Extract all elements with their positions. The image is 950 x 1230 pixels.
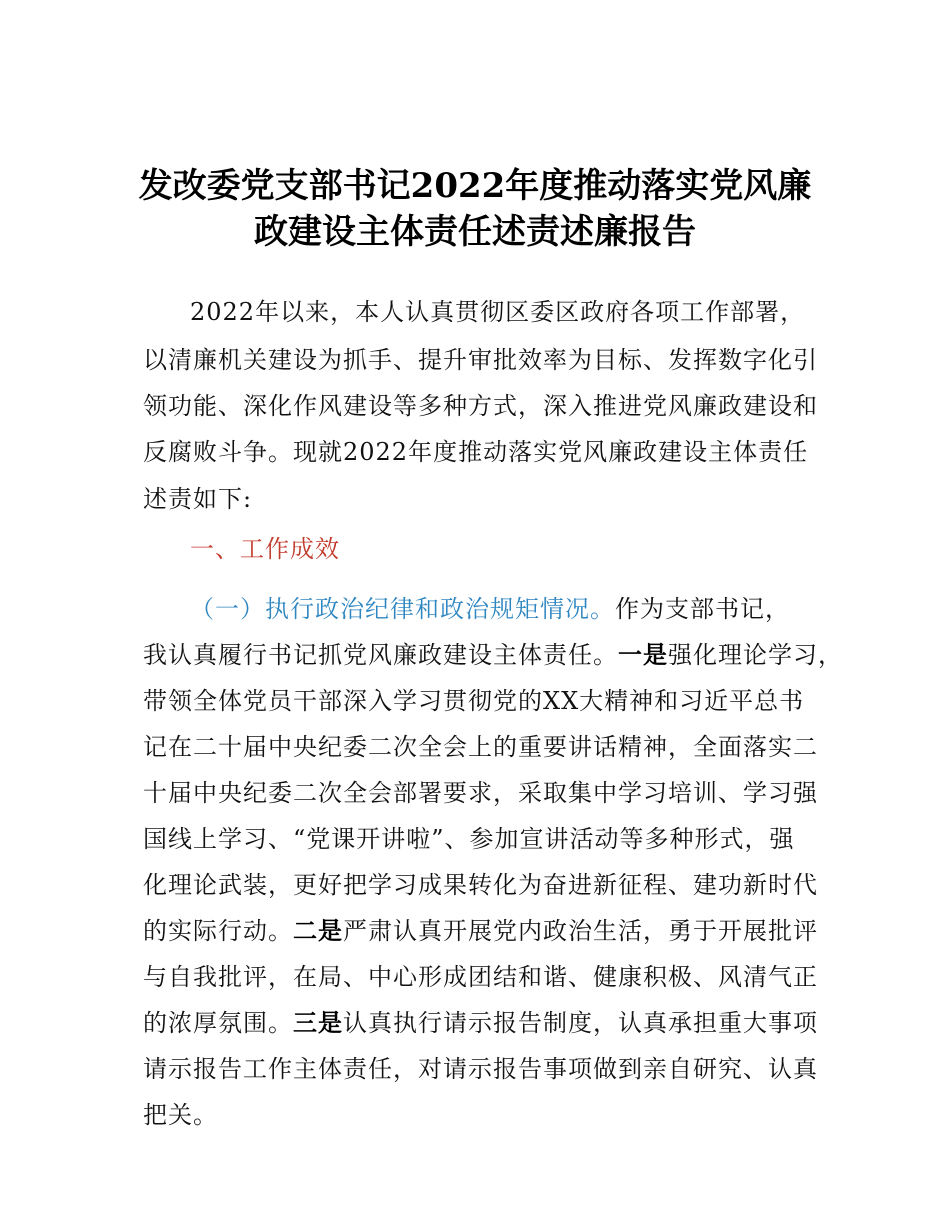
paragraph-text: 的浓厚氛围。 — [143, 1009, 293, 1037]
paragraph-line-4: 记在二十届中央纪委二次全会上的重要讲话精神，全面落实二 — [143, 733, 818, 761]
section-heading-work-results: 一、工作成效 — [190, 535, 340, 563]
paragraph-text: 强化理论学习， — [668, 641, 843, 669]
intro-line-2: 以清廉机关建设为抓手、提升审批效率为目标、发挥数字化引 — [143, 346, 818, 374]
paragraph-text: 的实际行动。 — [143, 917, 293, 945]
paragraph-line-12: 把关。 — [143, 1101, 218, 1129]
intro-line-4: 反腐败斗争。现就2022年度推动落实党风廉政建设主体责任 — [143, 438, 809, 466]
intro-line-3: 领功能、深化作风建设等多种方式，深入推进党风廉政建设和 — [143, 392, 818, 420]
intro-line-1: 2022年以来，本人认真贯彻区委区政府各项工作部署， — [190, 298, 806, 326]
paragraph-line-8 — [143, 916, 818, 946]
paragraph-line-3: 带领全体党员干部深入学习贯彻党的XX大精神和习近平总书 — [143, 687, 805, 715]
subsection-title: （一）执行政治纪律和政治规矩情况。 — [190, 595, 615, 623]
emphasis-second: 二是 — [293, 916, 343, 945]
emphasis-first: 一是 — [618, 640, 668, 669]
paragraph-line-7: 化理论武装，更好把学习成果转化为奋进新征程、建功新时代 — [143, 871, 818, 899]
paragraph-line-2 — [143, 640, 843, 670]
paragraph-line-5: 十届中央纪委二次全会部署要求，采取集中学习培训、学习强 — [143, 779, 818, 807]
paragraph-line-10 — [143, 1008, 818, 1038]
paragraph-line-11: 请示报告工作主体责任，对请示报告事项做到亲自研究、认真 — [143, 1055, 818, 1083]
paragraph-text: 作为支部书记， — [615, 595, 790, 623]
document-title-line-1: 发改委党支部书记2022年度推动落实党风廉 — [138, 166, 812, 206]
intro-line-5: 述责如下: — [143, 485, 253, 513]
paragraph-text: 严肃认真开展党内政治生活，勇于开展批评 — [343, 917, 818, 945]
paragraph-text: 我认真履行书记抓党风廉政建设主体责任。 — [143, 641, 618, 669]
document-title-line-2: 政建设主体责任述责述廉报告 — [254, 212, 696, 252]
paragraph-line-9: 与自我批评，在局、中心形成团结和谐、健康积极、风清气正 — [143, 963, 818, 991]
paragraph-line-6: 国线上学习、“党课开讲啦”、参加宣讲活动等多种形式，强 — [143, 825, 795, 853]
emphasis-third: 三是 — [293, 1008, 343, 1037]
paragraph-text: 认真执行请示报告制度，认真承担重大事项 — [343, 1009, 818, 1037]
paragraph-line-1 — [190, 594, 790, 624]
